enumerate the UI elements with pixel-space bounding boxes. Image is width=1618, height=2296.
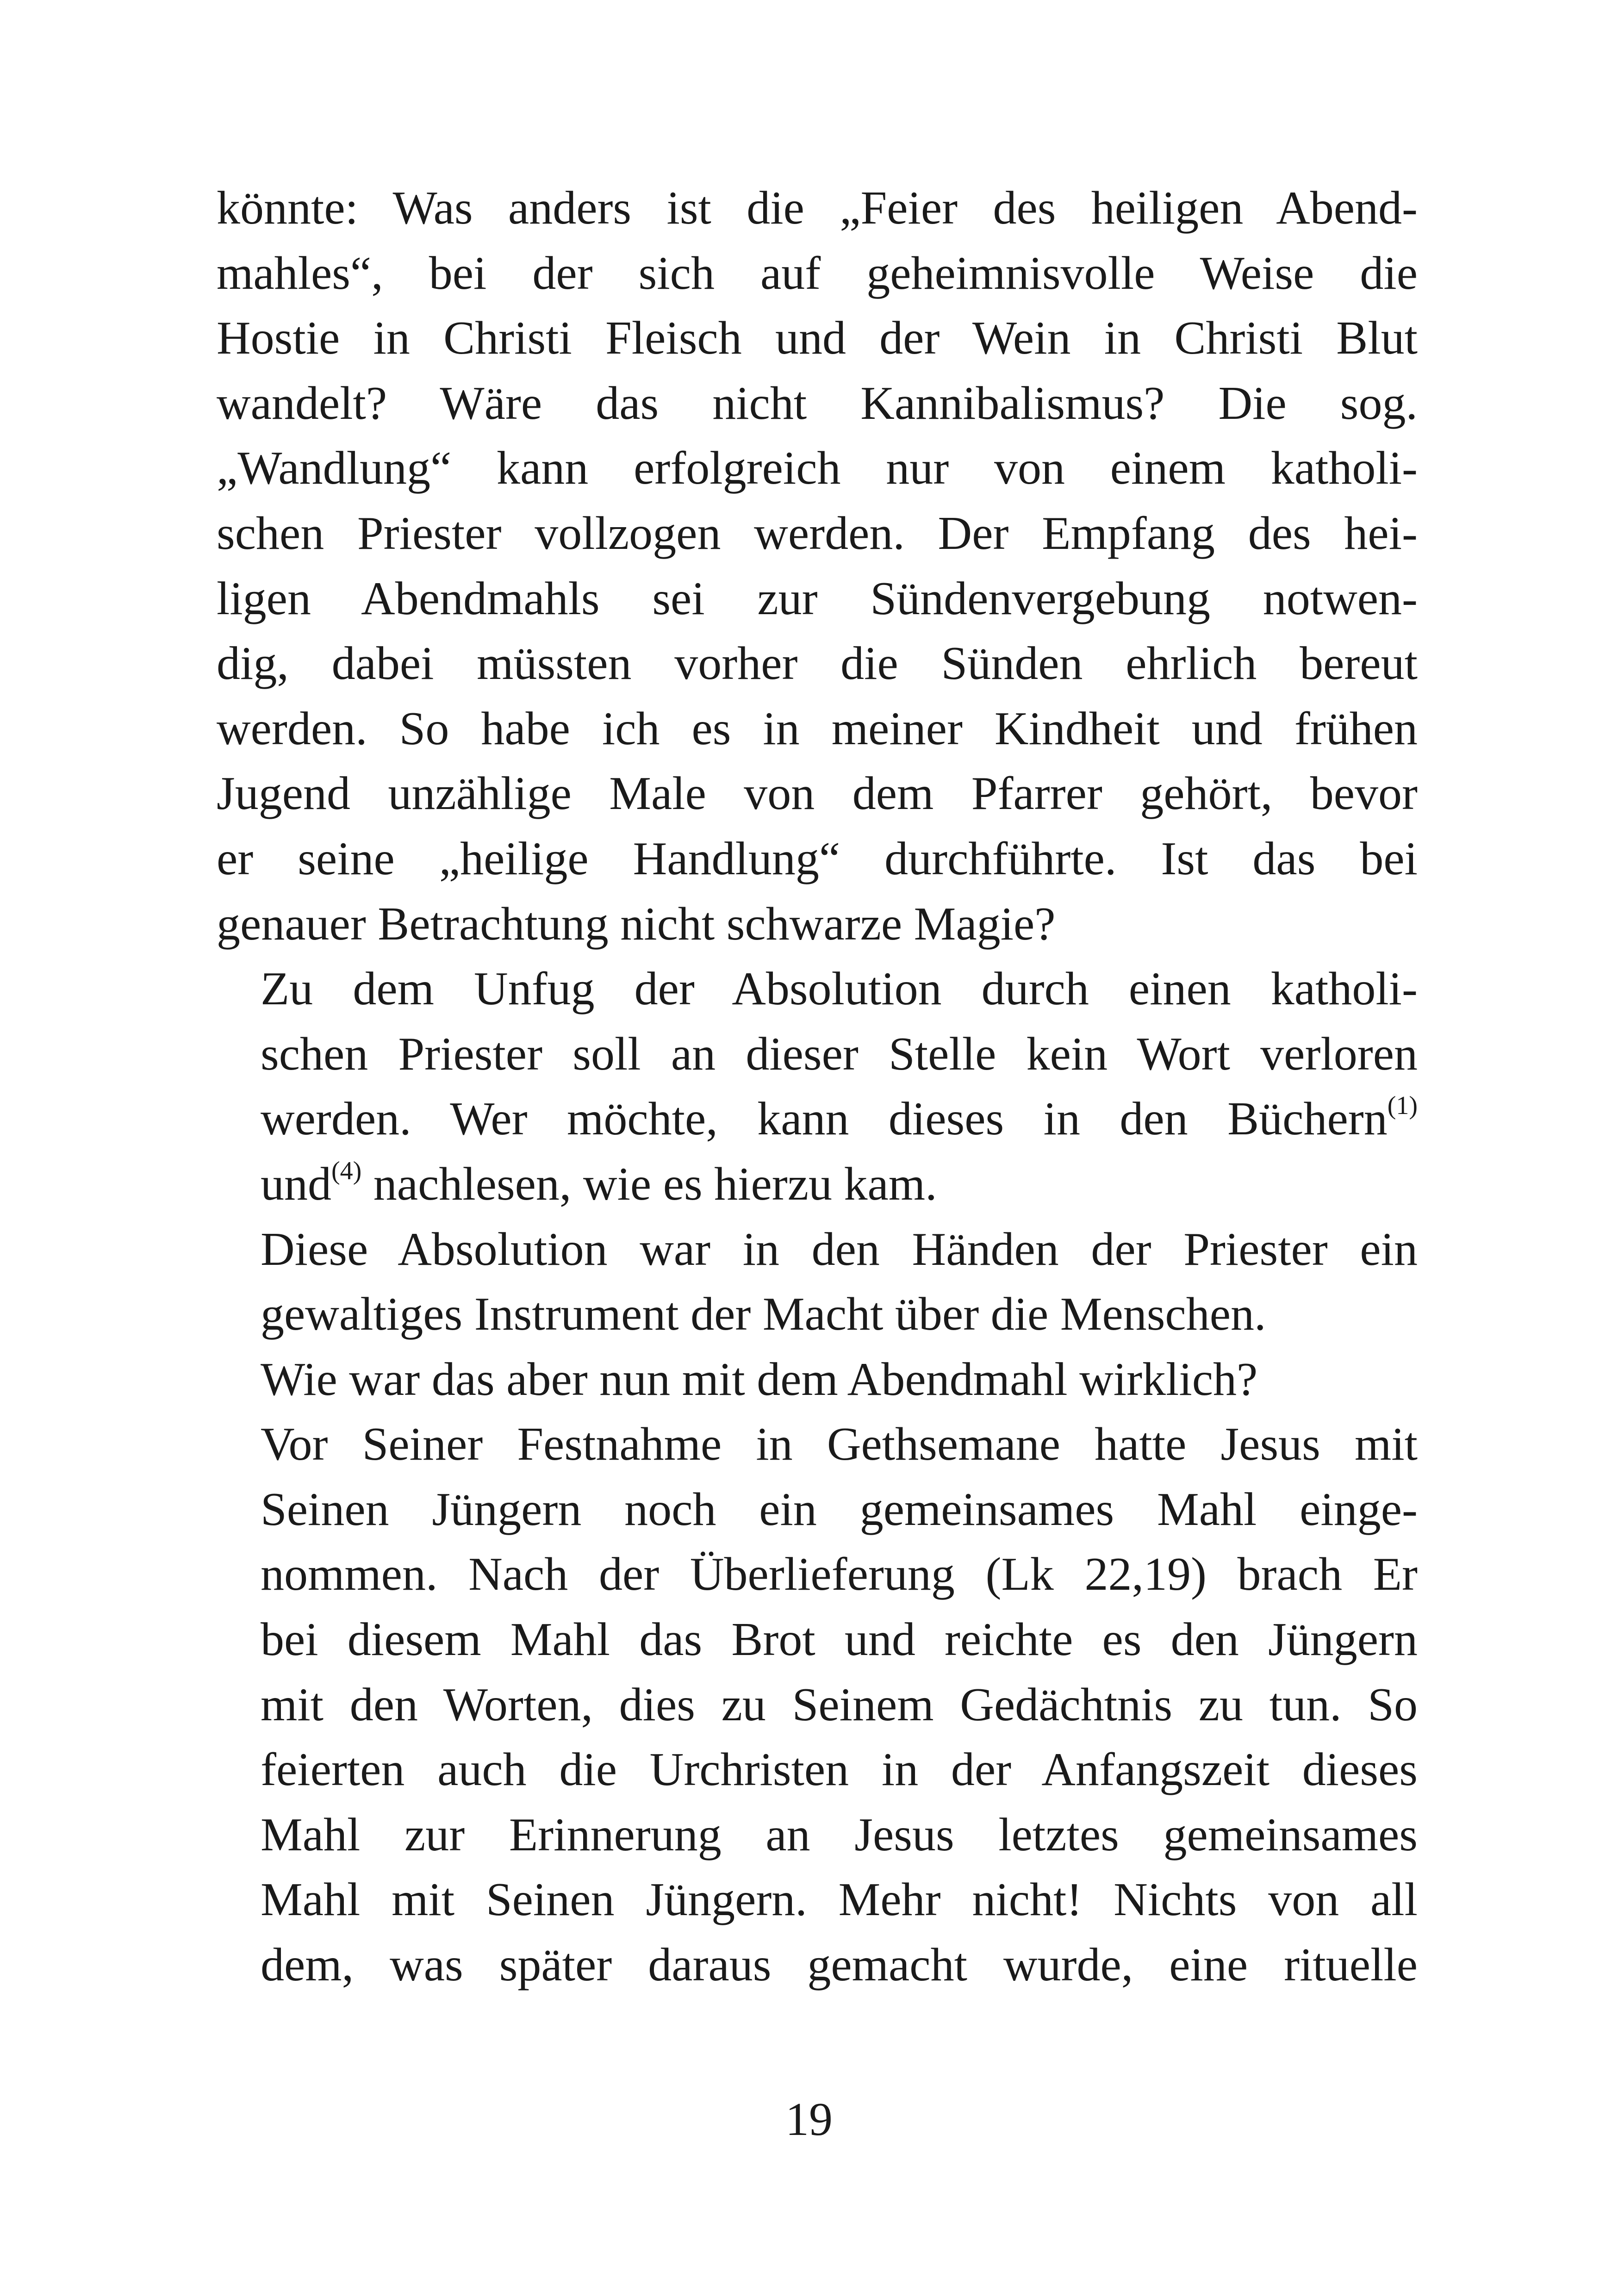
text-line: könnte: Was anders ist die „Feier des heiligen Abend- bbox=[217, 182, 1418, 234]
paragraph-1 bbox=[217, 176, 1418, 957]
footnote-marker: (1) bbox=[1387, 1091, 1418, 1120]
text-line: mit den Worten, dies zu Seinem Gedächtnis zu tun. So bbox=[261, 1678, 1418, 1731]
text-line: Zu dem Unfug der Absolution durch einen katholi- bbox=[261, 963, 1418, 1015]
paragraph-3 bbox=[217, 1217, 1418, 1347]
text-line: feierten auch die Urchristen in der Anfangszeit dieses bbox=[261, 1743, 1418, 1796]
text-line: werden. So habe ich es in meiner Kindheit und frühen bbox=[217, 702, 1418, 755]
paragraph-4 bbox=[217, 1347, 1418, 1412]
text-line: „Wandlung“ kann erfolgreich nur von einem katholi- bbox=[217, 442, 1418, 495]
paragraph-2 bbox=[217, 957, 1418, 1217]
text-segment: werden. Wer möchte, kann dieses in den Büchern bbox=[261, 1093, 1388, 1145]
text-segment: und bbox=[261, 1157, 331, 1210]
page-body bbox=[217, 176, 1418, 1998]
text-line: schen Priester vollzogen werden. Der Empfang des hei- bbox=[217, 507, 1418, 560]
text-line: Wie war das aber nun mit dem Abendmahl wirklich? bbox=[261, 1353, 1258, 1406]
text-line: ligen Abendmahls sei zur Sündenvergebung notwen- bbox=[217, 572, 1418, 625]
text-line: mahles“, bei der sich auf geheimnisvolle Weise die bbox=[217, 247, 1418, 299]
footnote-marker: (4) bbox=[331, 1156, 362, 1185]
text-line: Seinen Jüngern noch ein gemeinsames Mahl einge- bbox=[261, 1483, 1418, 1536]
text-line: Diese Absolution war in den Händen der Priester ein bbox=[261, 1223, 1418, 1276]
text-line: Mahl zur Erinnerung an Jesus letztes gemeinsames bbox=[261, 1808, 1418, 1861]
text-segment: nachlesen, wie es hierzu kam. bbox=[373, 1157, 937, 1210]
text-line: dem, was später daraus gemacht wurde, eine rituelle bbox=[261, 1939, 1418, 1991]
text-line: schen Priester soll an dieser Stelle kein Wort verloren bbox=[261, 1027, 1418, 1080]
text-line: gewaltiges Instrument der Macht über die Menschen. bbox=[261, 1288, 1266, 1341]
text-line-with-footnote bbox=[217, 1087, 1418, 1152]
text-line-with-footnote bbox=[217, 1152, 1418, 1217]
text-line: wandelt? Wäre das nicht Kannibalismus? Die sog. bbox=[217, 377, 1418, 429]
text-line: Jugend unzählige Male von dem Pfarrer gehört, bevor bbox=[217, 767, 1418, 820]
paragraph-5 bbox=[217, 1412, 1418, 1997]
text-line: Mahl mit Seinen Jüngern. Mehr nicht! Nichts von all bbox=[261, 1873, 1418, 1926]
text-line: genauer Betrachtung nicht schwarze Magie? bbox=[217, 897, 1056, 950]
text-line: Hostie in Christi Fleisch und der Wein in Christi Blut bbox=[217, 312, 1418, 365]
page-number: 19 bbox=[785, 2093, 833, 2146]
text-line: Vor Seiner Festnahme in Gethsemane hatte Jesus mit bbox=[261, 1418, 1418, 1471]
text-line: er seine „heilige Handlung“ durchführte. Ist das bei bbox=[217, 832, 1418, 885]
text-line: bei diesem Mahl das Brot und reichte es den Jüngern bbox=[261, 1613, 1418, 1666]
text-line: nommen. Nach der Überlieferung (Lk 22,19) brach Er bbox=[261, 1548, 1418, 1601]
text-line: dig, dabei müssten vorher die Sünden ehrlich bereut bbox=[217, 637, 1418, 690]
